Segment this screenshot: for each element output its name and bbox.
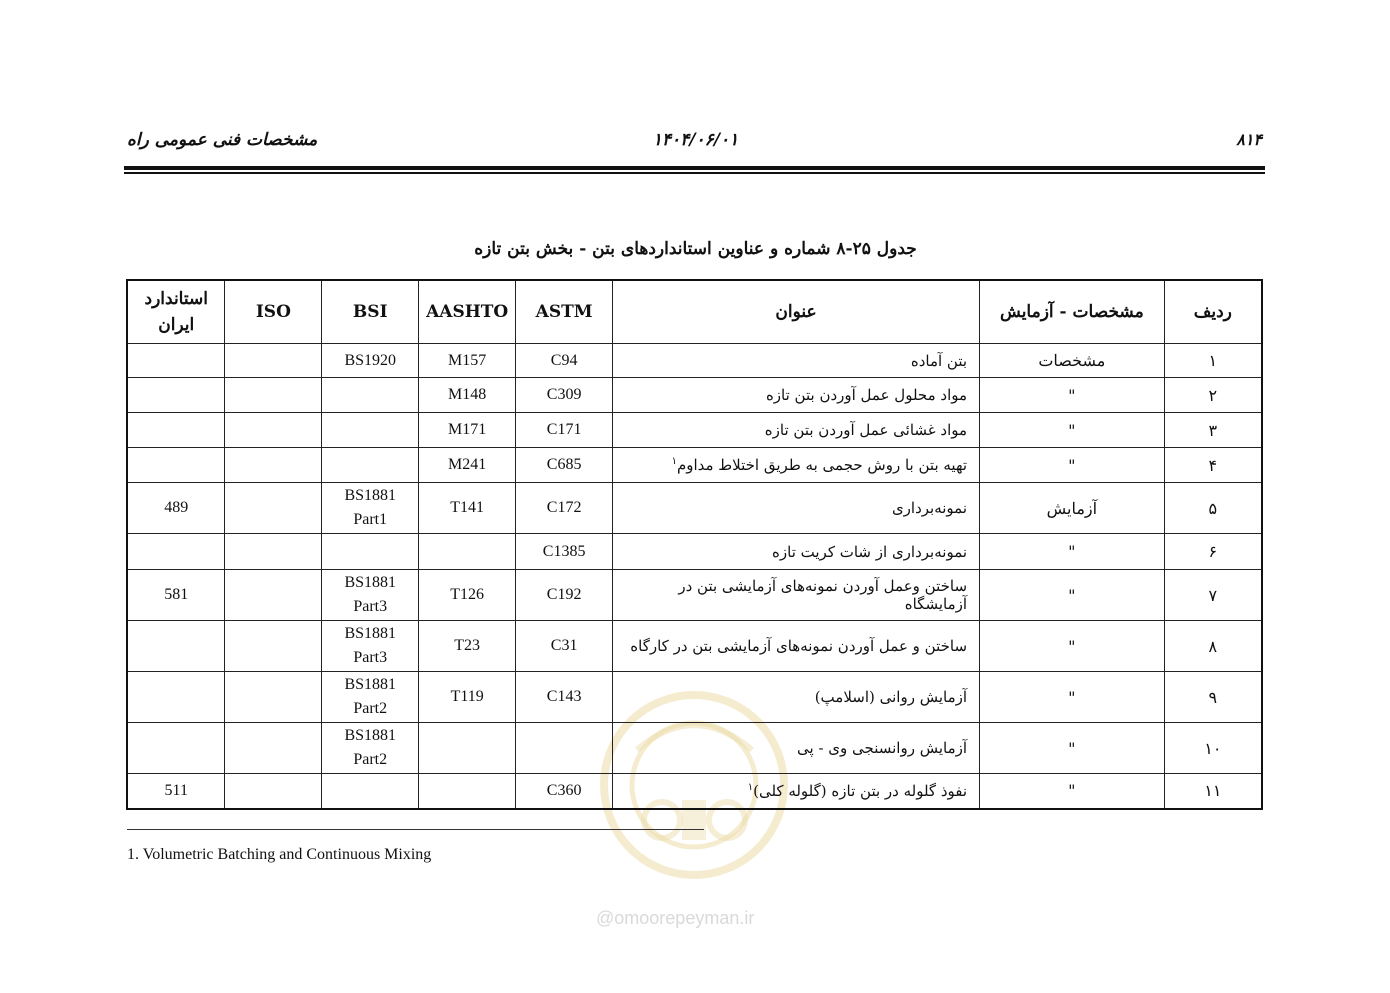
cell-spec-test: "	[980, 413, 1165, 448]
table-row	[127, 570, 1262, 621]
header-title: عنوان	[613, 280, 980, 344]
cell-iran-standard	[127, 344, 225, 378]
table-header-row	[127, 280, 1262, 344]
cell-row-number: ۶	[1164, 534, 1262, 570]
cell-iso	[225, 723, 322, 774]
cell-spec-test: "	[980, 378, 1165, 413]
cell-bsi	[322, 413, 419, 448]
table-row	[127, 413, 1262, 448]
cell-spec-test: "	[980, 448, 1165, 483]
cell-row-number: ۲	[1164, 378, 1262, 413]
footnote-rule	[127, 829, 704, 830]
cell-aashto: M157	[419, 344, 516, 378]
cell-iso	[225, 534, 322, 570]
cell-aashto: T119	[419, 672, 516, 723]
cell-bsi	[322, 672, 419, 723]
title-text: آزمایش روانسنجی وی - پی	[797, 739, 968, 757]
cell-title	[613, 534, 980, 570]
header-spec-test: مشخصات - آزمایش	[980, 280, 1165, 344]
cell-title	[613, 344, 980, 378]
title-text: بتن آماده	[910, 351, 968, 370]
cell-iran-standard	[127, 448, 225, 483]
table-row	[127, 723, 1262, 774]
cell-row-number: ۷	[1164, 570, 1262, 621]
bsi-code: BS1920	[344, 351, 397, 369]
page-header	[127, 126, 1264, 156]
cell-iran-standard	[127, 672, 225, 723]
cell-aashto	[419, 534, 516, 570]
cell-aashto: T126	[419, 570, 516, 621]
title-text: نفوذ گلوله در بتن تازه (گلوله کلی)	[753, 781, 968, 800]
cell-spec-test: "	[980, 723, 1165, 774]
cell-aashto: M148	[419, 378, 516, 413]
cell-iran-standard: 581	[127, 570, 225, 621]
cell-iran-standard	[127, 413, 225, 448]
cell-title	[613, 621, 980, 672]
document-code: ۱۴۰۴/۰۶/۰۱	[652, 130, 739, 150]
cell-spec-test: "	[980, 774, 1165, 809]
header-aashto: AASHTO	[419, 280, 516, 344]
table-row	[127, 621, 1262, 672]
cell-astm: C94	[516, 344, 613, 378]
header-rule-thick	[124, 166, 1265, 170]
cell-iran-standard	[127, 723, 225, 774]
header-iran-standard: استاندارد ایران	[127, 280, 225, 344]
header-row-number: ردیف	[1164, 280, 1262, 344]
table-row	[127, 672, 1262, 723]
cell-iso	[225, 413, 322, 448]
cell-row-number: ۴	[1164, 448, 1262, 483]
table-row	[127, 378, 1262, 413]
cell-bsi	[322, 723, 419, 774]
header-bsi: BSI	[322, 280, 419, 344]
header-astm: ASTM	[516, 280, 613, 344]
cell-iran-standard	[127, 534, 225, 570]
cell-iso	[225, 570, 322, 621]
bsi-code: BS1881	[344, 487, 397, 504]
cell-bsi	[322, 483, 419, 534]
footnote-marker: ۱	[747, 781, 754, 793]
cell-title	[613, 413, 980, 448]
cell-aashto: T23	[419, 621, 516, 672]
cell-bsi	[322, 344, 419, 378]
cell-spec-test: "	[980, 672, 1165, 723]
cell-title	[613, 378, 980, 413]
cell-astm: C360	[516, 774, 613, 809]
cell-astm: C192	[516, 570, 613, 621]
header-iso: ISO	[225, 280, 322, 344]
cell-bsi	[322, 378, 419, 413]
bsi-part: Part1	[353, 511, 388, 528]
footnote: 1. Volumetric Batching and Continuous Mixing	[127, 846, 432, 863]
cell-spec-test: "	[980, 621, 1165, 672]
title-text: تهیه بتن با روش حجمی به طریق اختلاط مداوم	[676, 456, 968, 474]
cell-iso	[225, 621, 322, 672]
cell-iran-standard: 511	[127, 774, 225, 809]
cell-iso	[225, 774, 322, 809]
cell-iso	[225, 344, 322, 378]
title-text: آزمایش روانی (اسلامپ)	[814, 688, 968, 706]
cell-iran-standard	[127, 378, 225, 413]
bsi-part: Part3	[353, 649, 388, 666]
cell-bsi	[322, 448, 419, 483]
cell-row-number: ۹	[1164, 672, 1262, 723]
cell-row-number: ۵	[1164, 483, 1262, 534]
cell-bsi	[322, 570, 419, 621]
watermark-text: @omoorepeyman.ir	[596, 908, 755, 928]
cell-astm: C31	[516, 621, 613, 672]
cell-title	[613, 448, 980, 483]
standards-table	[126, 279, 1263, 810]
cell-title	[613, 723, 980, 774]
header-rule-thin	[124, 172, 1265, 174]
bsi-part: Part2	[353, 751, 388, 768]
title-text: ساختن و عمل آوردن نمونه‌های آزمایشی بتن در کارگاه	[630, 637, 968, 655]
bsi-part: Part2	[353, 700, 388, 717]
bsi-code: BS1881	[344, 574, 397, 591]
cell-astm	[516, 723, 613, 774]
cell-iso	[225, 672, 322, 723]
cell-aashto	[419, 723, 516, 774]
page-number: ۸۱۴	[1236, 130, 1262, 149]
bsi-code: BS1881	[344, 727, 397, 744]
table-row	[127, 448, 1262, 483]
cell-astm: C171	[516, 413, 613, 448]
title-text: نمونه‌برداری از شات کریت تازه	[772, 542, 968, 561]
cell-aashto	[419, 774, 516, 809]
cell-iran-standard: 489	[127, 483, 225, 534]
cell-title	[613, 570, 980, 621]
cell-aashto: M241	[419, 448, 516, 483]
title-text: نمونه‌برداری	[891, 499, 968, 517]
cell-row-number: ۸	[1164, 621, 1262, 672]
cell-astm: C685	[516, 448, 613, 483]
cell-bsi	[322, 621, 419, 672]
cell-aashto: T141	[419, 483, 516, 534]
cell-iso	[225, 448, 322, 483]
document-title: مشخصات فنی عمومی راه	[127, 130, 318, 150]
cell-iso	[225, 378, 322, 413]
cell-aashto: M171	[419, 413, 516, 448]
cell-spec-test: "	[980, 570, 1165, 621]
cell-bsi	[322, 774, 419, 809]
footnote-marker: ۱	[671, 456, 677, 467]
title-text: ساختن وعمل آوردن نمونه‌های آزمایشی بتن در آزمایشگاه	[678, 577, 968, 613]
cell-row-number: ۳	[1164, 413, 1262, 448]
title-text: مواد محلول عمل آوردن بتن تازه	[765, 386, 968, 404]
table-caption: جدول ۲۵-۸ شماره و عناوین استانداردهای بتن - بخش بتن تازه	[474, 239, 917, 259]
cell-title	[613, 672, 980, 723]
table-row	[127, 774, 1262, 809]
cell-spec-test: مشخصات	[980, 344, 1165, 378]
cell-iso	[225, 483, 322, 534]
table-row	[127, 534, 1262, 570]
cell-row-number: ۱	[1164, 344, 1262, 378]
cell-row-number: ۱۰	[1164, 723, 1262, 774]
cell-astm: C309	[516, 378, 613, 413]
cell-astm: C172	[516, 483, 613, 534]
bsi-part: Part3	[353, 598, 388, 615]
cell-spec-test: "	[980, 534, 1165, 570]
title-text: مواد غشائی عمل آوردن بتن تازه	[764, 421, 968, 439]
cell-title	[613, 774, 980, 809]
table-row	[127, 483, 1262, 534]
bsi-code: BS1881	[344, 625, 397, 642]
cell-title	[613, 483, 980, 534]
cell-bsi	[322, 534, 419, 570]
cell-astm: C1385	[516, 534, 613, 570]
bsi-code: BS1881	[344, 676, 397, 693]
cell-row-number: ۱۱	[1164, 774, 1262, 809]
cell-astm: C143	[516, 672, 613, 723]
cell-iran-standard	[127, 621, 225, 672]
table-row	[127, 344, 1262, 378]
cell-spec-test: آزمایش	[980, 483, 1165, 534]
